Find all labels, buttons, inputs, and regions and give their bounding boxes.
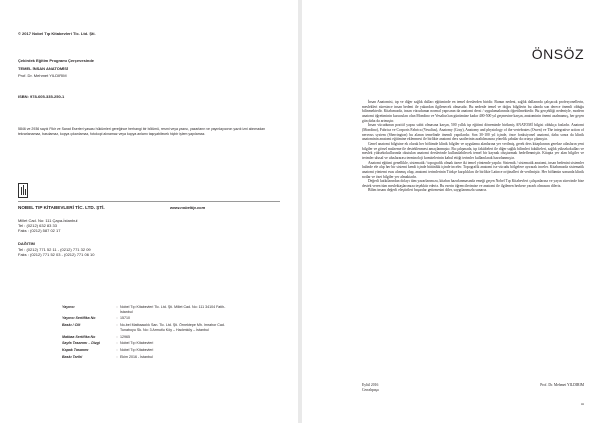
legal-notice: 5846 ve 2936 sayılı Fikir ve Sanat Eserleri yasası hükümleri gereğince herhangi bir bölümü, resmi veya yazısı, yazarların ve yayınlayıcının yazılı izni alınmadan tekrarlanamaz, basılamaz, kopya çıkarılamaz, fotokopi alınamaz veya kopya anlamı taşıyabilecek hiçbir işlem yapılamaz.: [18, 127, 266, 136]
preface-paragraph: Değerli katkılarından dolayı tüm yazarlarımıza, kitabın hazırlanmasında emeği geçen Nobel Tıp Kitabevleri çalışanlarına ve yayın sürecinde bize destek veren tüm meslektaşlarımıza teşekkür ederiz. Bu eserin öğrencilerimize ve anatomi ile ilgilenen herkese yararlı olmasını dileriz.: [362, 179, 584, 188]
imprint-row: Matbaa Sertifika No : 12965: [62, 334, 130, 339]
imprint-row: Yayıncı : Nobel Tıp Kitabevleri Tic. Ltd. Şti. Millet Cad. No: 111 34104 Fatih-İstanbul: [62, 305, 226, 314]
distribution-title: DAĞITIM: [18, 241, 35, 246]
imprint-row: Baskı / Cilt : No-bel Matbaacılık San. Tic. Ltd. Şti. Örnektepe Mh. Imrahor Cad. Tunaboyu Sk. No: 3 Armutlu Köy – Hadımköy – İstanbul: [62, 323, 225, 332]
address-line: Faks : (0212) 587 02 17: [18, 228, 61, 233]
publisher-website: www.nobeltip.com: [170, 205, 206, 210]
preface-paragraph: İnsan Anatomisi, tıp ve diğer sağlık dalları eğitiminde en temel derslerden biridir. Bunun nedeni, sağlık dallarında çalışacak profesyonellerin, meslekleri süresince insan bedeni ile yakından ilgilenecek olmasıdır. Bu nedenle temel ve doğru bilgilerin bu alanda son derece önemli olduğu bilinmektedir. Kitabımızda, insan vücudunun normal yapısının da anatomi dersi / uygulamalarında öğretilmektedir. Bu gerçekliği nedeniyle, modern anatomi öğretiminin kurucuları olan Mondino ve Vesalius'tan günümüze kadar 400-500 yıl geçmesine karşın, anatominin önemi azalmamış, her geçen gün daha da artmıştır.: [362, 100, 584, 123]
distribution-line: Tel : (0212) 771 52 11 - (0212) 771 32 09: [18, 247, 91, 252]
imprint-row: Kapak Tasarımı : Nobel Tıp Kitabevleri: [62, 348, 154, 353]
preface-body: [362, 100, 584, 193]
signature-name: Prof. Dr. Mehmet YILDIRIM: [540, 383, 584, 387]
publisher-logo: [18, 183, 28, 198]
imprint-row: Sayfa Tasarımı – Dizgi : Nobel Tıp Kitabevleri: [62, 341, 154, 346]
author-name: Prof. Dr. Mehmet YILDIRIM: [18, 73, 67, 78]
imprint-table: [62, 305, 230, 362]
preface-paragraph: Genel anatomi bilgisine ek olarak her bölümde klinik bilgiler ve uygulama alanlarına yer verilmiş, gerek ders kitaplarının gerekse atlasların yeni bilgiler ve görsel malzeme ile desteklenmesi amaçlanmıştır. Bu çalışmada, tıp fakülteleri ile diğer sağlık bilimleri fakülteleri, sağlık yüksekokulları ve meslek yüksekokullarında okutulan anatomi derslerinde kullanılabilecek temel bir kaynak oluşturmak hedeflenmiştir. Kitapta yer alan bilgiler ve terimler ulusal ve uluslararası terminoloji komitelerinin kabul ettiği terimler kullanılarak hazırlanmıştır.: [362, 141, 584, 160]
preface-paragraph: Anatomi eğitimi genellikle, sistematik / topografik olmak üzere iki temel yöntemle yapılır. Sistemik / sistematik anatomi, insan bedenini sistemler halinde ele alıp her bir sistemi kendi içinde bütünlük içinde inceler. Topografik anatomi ise vücudu bölgelere ayırarak inceler. Kitabımızda sistematik anatomi yöntemi esas alınmış olup, anatomi terimlerinin Türkçe karşılıkları ile birlikte Latince orijinalleri de verilmiştir. Her bölümün sonunda klinik notlar ve özet bilgiler yer almaktadır.: [362, 160, 584, 179]
publisher-name: NOBEL TIP KİTABEVLERİ TİC. LTD. ŞTİ.: [18, 205, 105, 210]
isbn: ISBN: 978-605-335-250-1: [18, 94, 65, 99]
page-number: iii: [581, 402, 584, 406]
imprint-row: Yayıncı Sertifika No : 15710: [62, 316, 130, 321]
distribution-line: Faks : (0212) 771 52 03 - (0212) 771 06 10: [18, 252, 95, 257]
address-line: Tel : (0212) 632 83 33: [18, 223, 57, 228]
divider: [18, 201, 280, 202]
preface-paragraph: Bilim insanı değerli eleştirileri başarılar getirmesini diler, saygılarımızla sunarız.: [368, 188, 488, 193]
imprint-row: Baskı Tarihi : Ekim 2016 - İstanbul: [62, 354, 153, 359]
preface-paragraph: İnsan vücudunun pozitif yapısı sabit olmasına karşın, 500 yıllık tıp eğitimi döneminde birikmiş ANATOMİ bilgisi oldukça fazladır. Anatomi (Mondino), Fabrica ve Corporis Fabrica (Vesalius), Anatomy (Gray), Anatomy and physiology of the vertebrates (Owen) ve The integrative action of nervous system (Sherrington) bu alanın temelinde önemli yapıtlardır. Son 30-100 yıl içinde, önce fonksiyonel anatomi, daha sonra da klinik anatominin anatomi eğitimine eklenmesi ile birlikte anatomi ders saatlerinin azaltılmasına yönelik çabalar da ortaya çıkmıştır.: [362, 123, 584, 142]
series-title: Çekirdek Eğitim Programı Çerçevesinde: [18, 58, 95, 63]
place-line: Cerrahpaşa: [362, 387, 379, 392]
left-page: [0, 0, 298, 423]
page-title: ÖNSÖZ: [531, 46, 584, 62]
date-line: Eylül 2016: [362, 383, 379, 387]
book-title: TEMEL İNSAN ANATOMİSİ: [18, 66, 69, 71]
copyright-line: © 2017 Nobel Tıp Kitabevleri Tic. Ltd. Şti.: [18, 31, 96, 36]
signature-date-block: [362, 383, 379, 393]
right-page: [302, 0, 600, 423]
address-line: Millet Cad. No: 111 Çapa-İstanbul: [18, 218, 78, 223]
